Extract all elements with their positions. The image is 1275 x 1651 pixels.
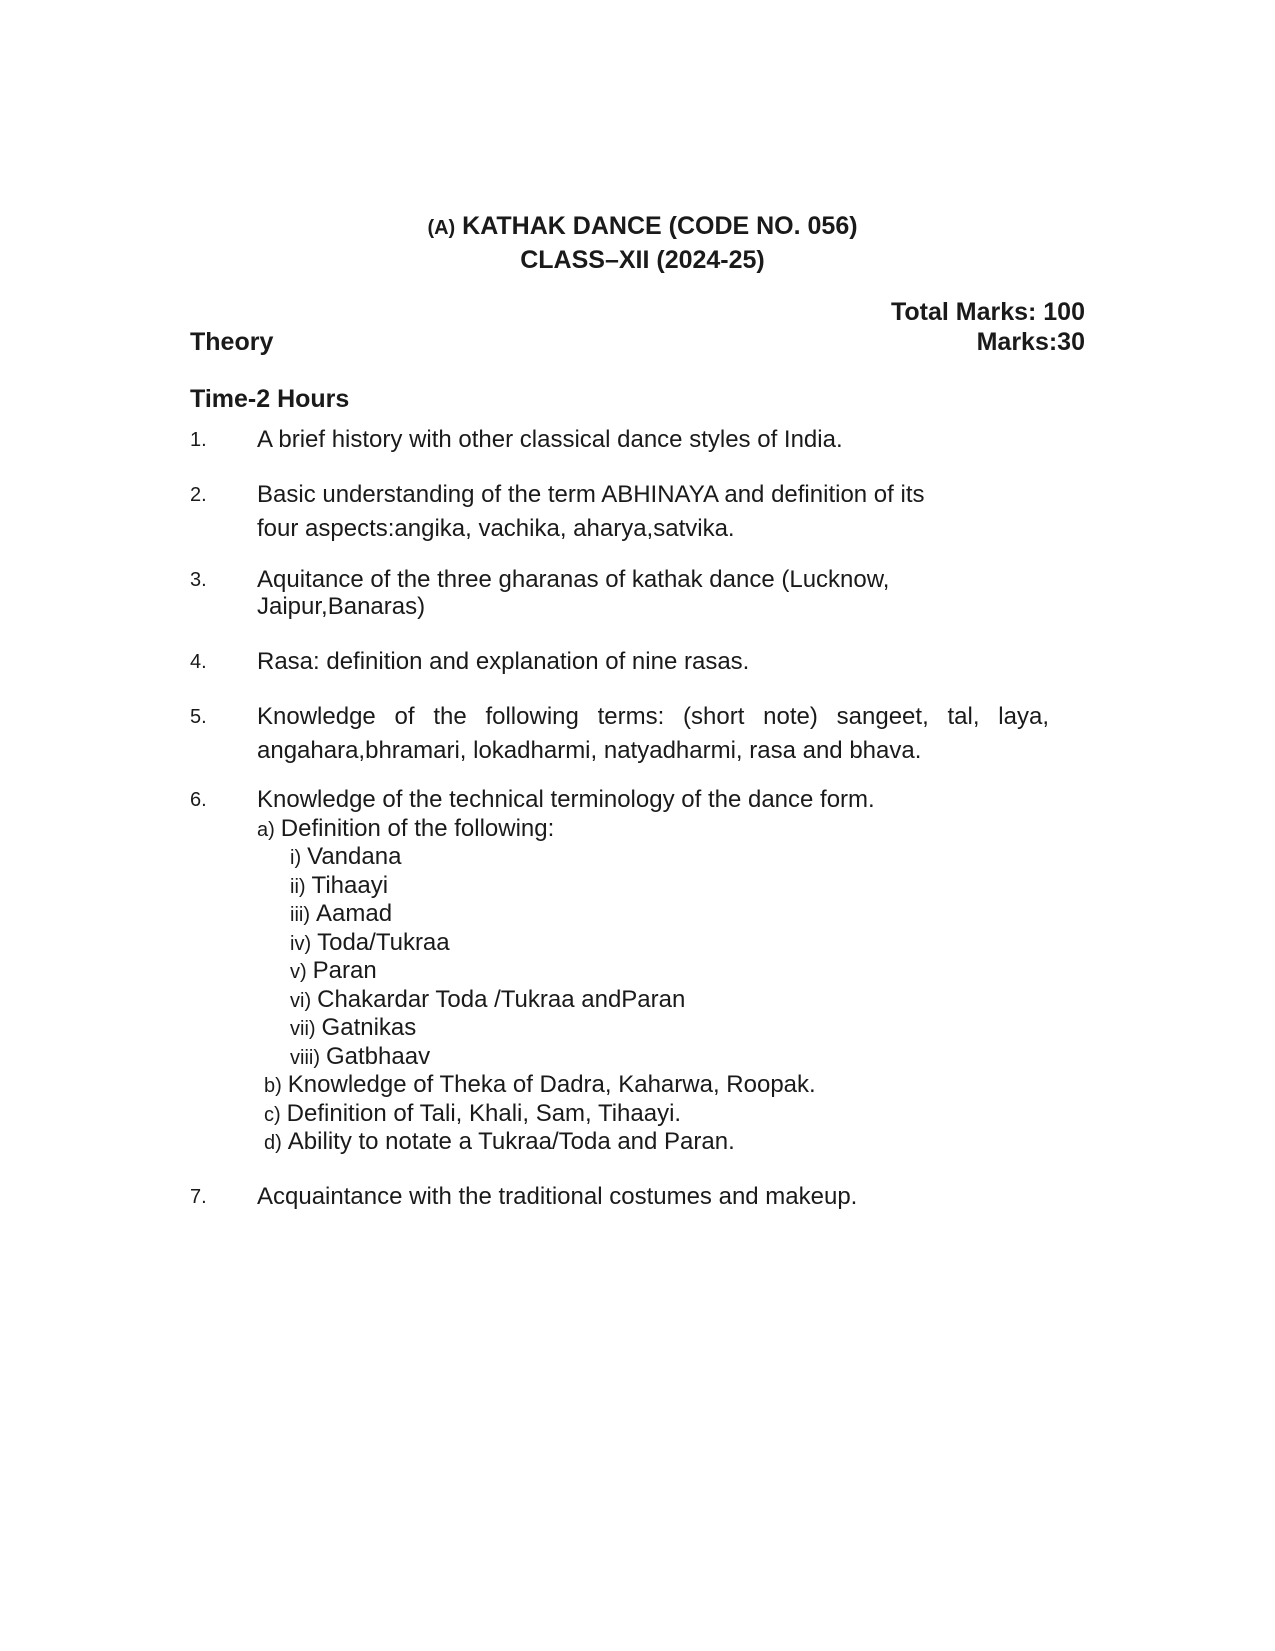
- sub-item-text: Toda/Tukraa: [317, 929, 450, 956]
- sub-item-text: Chakardar Toda /Tukraa andParan: [317, 986, 686, 1013]
- item-number: 6.: [190, 789, 207, 811]
- item-number: 4.: [190, 651, 207, 673]
- item-number: 5.: [190, 706, 207, 728]
- sub-item-text: Vandana: [307, 843, 402, 870]
- sub-item: [264, 1070, 816, 1101]
- sub-item-text: Aamad: [316, 900, 393, 927]
- item-text: Rasa: definition and explanation of nine rasas.: [257, 648, 750, 675]
- sub-item-marker: vii): [290, 1018, 316, 1040]
- sub-item: [290, 1013, 416, 1044]
- sub-item-text: Gatnikas: [321, 1014, 417, 1041]
- sub-item: [290, 899, 392, 930]
- sub-item-marker: iv): [290, 933, 312, 955]
- item-number: 1.: [190, 429, 207, 451]
- title-prefix: (A): [427, 217, 456, 239]
- item-text-line: Jaipur,Banaras): [257, 593, 426, 620]
- item-number: 3.: [190, 569, 207, 591]
- item-text-line: four aspects:angika, vachika, aharya,satvika.: [257, 515, 735, 542]
- sub-item-marker: ii): [290, 876, 306, 898]
- sub-item-text: Tihaayi: [311, 872, 389, 899]
- sub-item-text: Paran: [312, 957, 377, 984]
- sub-item-marker: viii): [290, 1047, 320, 1069]
- time-duration: Time-2 Hours: [190, 385, 350, 413]
- total-marks: Total Marks: 100: [890, 298, 1085, 326]
- sub-item-text: Definition of Tali, Khali, Sam, Tihaayi.: [286, 1100, 682, 1127]
- sub-item-marker: b): [264, 1075, 282, 1097]
- sub-item-marker: c): [264, 1104, 281, 1126]
- sub-item-marker: iii): [290, 904, 310, 926]
- sub-item-text: Ability to notate a Tukraa/Toda and Paran.: [287, 1128, 735, 1155]
- sub-item: [290, 842, 401, 873]
- sub-item-marker: i): [290, 847, 302, 869]
- item-text: [257, 702, 1049, 766]
- sub-item-text: Gatbhaav: [326, 1043, 431, 1070]
- title-text: KATHAK DANCE (CODE NO. 056): [462, 212, 858, 240]
- sub-item: [257, 814, 554, 845]
- sub-item: [264, 1127, 735, 1158]
- sub-item: [290, 928, 450, 959]
- sub-item-marker: d): [264, 1132, 282, 1154]
- item-number: 2.: [190, 484, 207, 506]
- sub-item: [264, 1099, 681, 1130]
- sub-item: [290, 985, 685, 1016]
- item-text: A brief history with other classical dance styles of India.: [257, 426, 843, 453]
- document-title: [0, 211, 1275, 243]
- sub-item: [290, 956, 377, 987]
- sub-item: [290, 871, 388, 902]
- item-number: 7.: [190, 1186, 207, 1208]
- theory-label: Theory: [190, 328, 274, 356]
- sub-item-text: Knowledge of Theka of Dadra, Kaharwa, Roopak.: [287, 1071, 816, 1098]
- item-text-line: Basic understanding of the term ABHINAYA and definition of its: [257, 481, 925, 508]
- item-text-line: Knowledge of the following terms: (short note) sangeet, tal, laya,: [257, 703, 1049, 730]
- theory-marks: Marks:30: [976, 328, 1085, 356]
- sub-item-marker: a): [257, 819, 275, 841]
- item-text: [257, 565, 1057, 622]
- item-text-line: angahara,bhramari, lokadharmi, natyadharmi, rasa and bhava.: [257, 737, 922, 764]
- item-text: [257, 480, 1057, 544]
- class-line: CLASS–XII (2024-25): [520, 246, 765, 274]
- item-text: Knowledge of the technical terminology of the dance form.: [257, 786, 875, 813]
- sub-item-marker: vi): [290, 990, 312, 1012]
- item-text-line: Aquitance of the three gharanas of kathak dance (Lucknow,: [257, 566, 890, 593]
- item-text: Acquaintance with the traditional costumes and makeup.: [257, 1183, 858, 1210]
- sub-item-marker: v): [290, 961, 307, 983]
- sub-item: [290, 1042, 430, 1073]
- sub-item-text: Definition of the following:: [280, 815, 555, 842]
